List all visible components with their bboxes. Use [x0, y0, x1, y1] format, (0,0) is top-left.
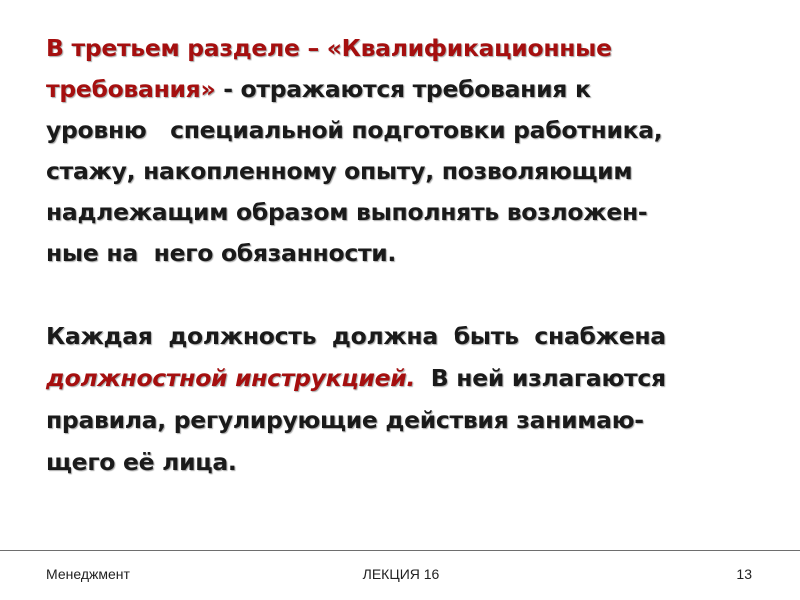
- paragraph1-line6: ные на него обязанности.: [46, 239, 397, 267]
- paragraph2-line2: [46, 357, 766, 399]
- slide-body: [46, 28, 766, 483]
- paragraph1-line4: стажу, накопленному опыту, позволяющим: [46, 157, 633, 185]
- paragraph2-line2-highlight: должностной инструкцией.: [46, 364, 416, 392]
- paragraph2-line4: щего её лица.: [46, 448, 237, 476]
- paragraph2-line1: Каждая должность должна быть снабжена: [46, 322, 666, 350]
- paragraph1-line1: В третьем разделе – «Квалификационные: [46, 34, 612, 62]
- paragraph-qualification-requirements: [46, 28, 766, 274]
- footer-lecture-label: ЛЕКЦИЯ 16: [362, 566, 440, 582]
- paragraph2-line2-text: В ней излагаются: [415, 364, 666, 392]
- paragraph1-line2-highlight: требования»: [46, 75, 216, 103]
- footer-page-number: 13: [736, 566, 752, 582]
- paragraph2-line3: правила, регулирующие действия занимаю-: [46, 406, 644, 434]
- footer-divider: [0, 550, 800, 551]
- paragraph1-line5: надлежащим образом выполнять возложен-: [46, 198, 648, 226]
- paragraph1-line2: [46, 69, 766, 110]
- footer-course-name: Менеджмент: [46, 566, 130, 582]
- paragraph1-line2-text: - отражаются требования к: [215, 75, 591, 103]
- paragraph-job-description: [46, 315, 766, 483]
- paragraph1-line3: уровню специальной подготовки работника,: [46, 116, 663, 144]
